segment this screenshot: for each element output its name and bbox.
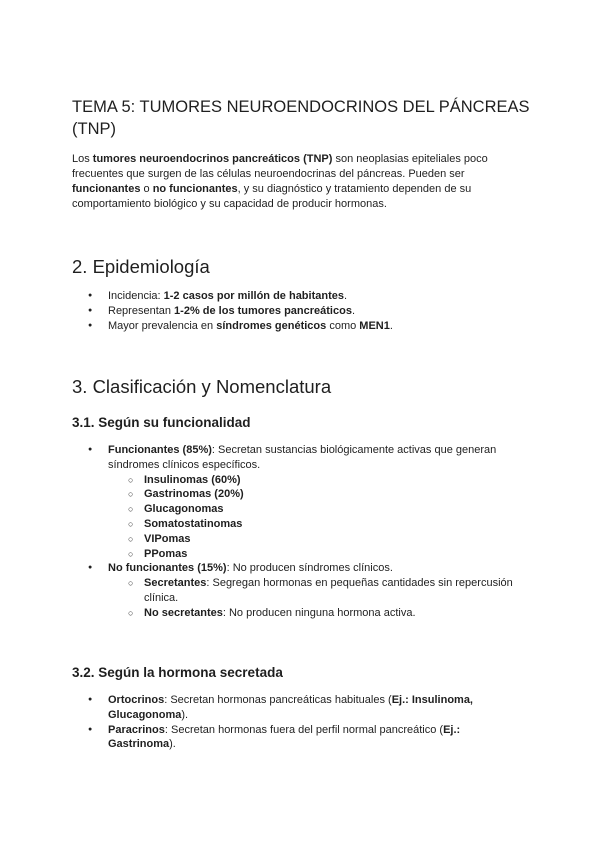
list-item-no-funcionantes: ● No funcionantes (15%): No producen síndromes clínicos. ○ Secretantes: Segregan hormonas en pequeñas cantidades sin repercusión clínica. ○ No secretantes: No producen ninguna hormona activa. — [72, 561, 527, 620]
sublist-item: ○ Glucagonomas — [108, 502, 527, 517]
subsection-heading-funcionalidad: 3.1. Según su funcionalidad — [72, 415, 251, 430]
sublist-item: ○ Gastrinomas (20%) — [108, 487, 527, 502]
sublist-item: ○ Insulinomas (60%) — [108, 473, 527, 488]
no-funcionantes-sublist — [108, 576, 527, 620]
intro-text: Los — [72, 153, 93, 165]
intro-paragraph — [72, 152, 532, 212]
epidemiologia-list — [72, 289, 527, 333]
intro-text: , y su diagnóstico y tratamiento dependen de su comportamiento biológico y su capacidad de producir hormonas. — [72, 183, 472, 210]
sublist-item: ○ VIPomas — [108, 532, 527, 547]
section-heading-epidemiologia: 2. Epidemiología — [72, 256, 210, 277]
sublist-item: ○ PPomas — [108, 547, 527, 562]
hormona-list — [72, 693, 527, 752]
subsection-heading-hormona: 3.2. Según la hormona secretada — [72, 665, 283, 680]
section-heading-clasificacion: 3. Clasificación y Nomenclatura — [72, 376, 332, 397]
sublist-item: ○ No secretantes: No producen ninguna hormona activa. — [108, 606, 527, 621]
document-title: TEMA 5: TUMORES NEUROENDOCRINOS DEL PÁNCREAS (TNP) — [72, 98, 530, 138]
list-item: ● Representan 1-2% de los tumores pancreáticos. — [72, 304, 527, 319]
intro-bold: no funcionantes — [152, 183, 238, 195]
list-item: ● Mayor prevalencia en síndromes genéticos como MEN1. — [72, 319, 527, 334]
list-item: ● Incidencia: 1-2 casos por millón de habitantes. — [72, 289, 527, 304]
sublist-item: ○ Somatostatinomas — [108, 517, 527, 532]
intro-text: son neoplasias epiteliales poco frecuentes que surgen de las células neuroendocrinas del páncreas. Pueden ser — [72, 153, 488, 180]
list-item: ● Paracrinos: Secretan hormonas fuera del perfil normal pancreático (Ej.: Gastrinoma). — [72, 723, 527, 753]
intro-bold: funcionantes — [72, 183, 141, 195]
intro-bold: tumores neuroendocrinos pancreáticos (TNP) — [92, 153, 333, 165]
intro-text: o — [140, 183, 153, 195]
funcionantes-sublist — [108, 473, 527, 562]
funcionalidad-list — [72, 443, 527, 621]
list-item-funcionantes: ● Funcionantes (85%): Secretan sustancias biológicamente activas que generan síndromes clínicos específicos. ○ Insulinomas (60%) ○ Gastrinomas (20%) ○ Glucagonomas ○ Somatostatinomas ○ VIPomas ○ PPomas — [72, 443, 527, 561]
sublist-item: ○ Secretantes: Segregan hormonas en pequeñas cantidades sin repercusión clínica. — [108, 576, 527, 606]
list-item: ● Ortocrinos: Secretan hormonas pancreáticas habituales (Ej.: Insulinoma, Glucagonoma). — [72, 693, 527, 723]
